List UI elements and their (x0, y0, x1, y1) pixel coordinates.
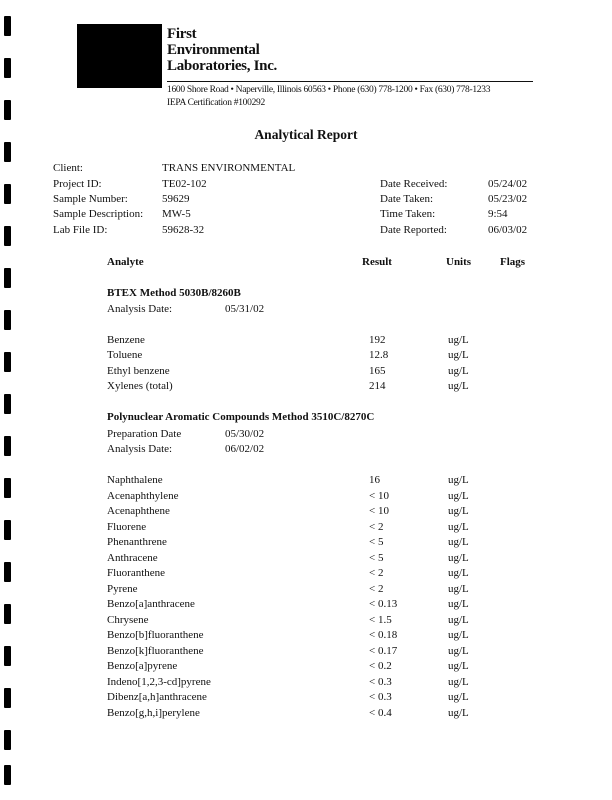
pah-section-title: Polynuclear Aromatic Compounds Method 3510C/8270C (107, 411, 375, 423)
analyte-cell: Benzo[a]anthracene (107, 598, 195, 610)
margin-mark (4, 478, 11, 498)
client-label: Client: (53, 162, 83, 174)
company-name-line: First (167, 26, 197, 42)
result-cell: < 0.3 (369, 675, 392, 688)
table-row (107, 380, 507, 395)
btex-section-title: BTEX Method 5030B/8260B (107, 287, 241, 299)
company-name (167, 26, 277, 74)
analyte-cell: Indeno[1,2,3-cd]pyrene (107, 675, 211, 688)
units-cell: ug/L (448, 629, 469, 641)
table-row (107, 536, 507, 551)
analyte-cell: Benzo[b]fluoranthene (107, 629, 204, 641)
margin-mark (4, 765, 11, 785)
table-row (107, 334, 507, 349)
units-cell: ug/L (448, 349, 469, 362)
result-cell: < 0.2 (369, 660, 392, 672)
margin-mark (4, 436, 11, 456)
result-cell: < 2 (369, 567, 384, 579)
col-header-units: Units (446, 256, 472, 268)
company-contact (167, 84, 490, 110)
margin-mark (4, 268, 11, 288)
analyte-cell: Anthracene (107, 551, 158, 564)
result-cell: 12.8 (369, 349, 389, 362)
margin-mark (4, 310, 11, 330)
pah-prep-label: Preparation Date (107, 428, 182, 440)
result-cell: < 0.3 (369, 691, 392, 703)
labfile-label: Lab File ID: (53, 224, 108, 236)
table-row (107, 349, 507, 364)
result-cell: < 5 (369, 551, 384, 564)
col-header-analyte: Analyte (107, 256, 144, 268)
result-cell: < 0.17 (369, 644, 398, 657)
margin-mark (4, 688, 11, 708)
analyte-cell: Toluene (107, 349, 143, 362)
table-row (107, 365, 507, 380)
margin-mark (4, 226, 11, 246)
col-header-result: Result (362, 256, 392, 268)
margin-marks (4, 0, 16, 800)
analyte-cell: Naphthalene (107, 474, 163, 486)
margin-mark (4, 58, 11, 78)
result-cell: 214 (369, 379, 386, 392)
margin-mark (4, 100, 11, 120)
units-cell: ug/L (448, 691, 469, 703)
margin-mark (4, 730, 11, 750)
analyte-cell: Xylenes (total) (107, 379, 173, 392)
margin-mark (4, 352, 11, 372)
margin-mark (4, 646, 11, 666)
table-row (107, 490, 507, 505)
table-row (107, 645, 507, 660)
margin-mark (4, 16, 11, 36)
time-value: 9:54 (488, 208, 508, 220)
units-cell: ug/L (448, 489, 469, 502)
description-value: MW-5 (162, 208, 191, 220)
result-cell: < 10 (369, 505, 389, 517)
table-row (107, 521, 507, 536)
pah-prep-date: 05/30/02 (225, 428, 265, 440)
margin-mark (4, 562, 11, 582)
units-cell: ug/L (448, 474, 469, 486)
units-cell: ug/L (448, 598, 469, 610)
units-cell: ug/L (448, 520, 469, 533)
analyte-cell: Acenaphthylene (107, 489, 179, 502)
received-label: Date Received: (380, 178, 448, 190)
units-cell: ug/L (448, 567, 469, 579)
result-cell: 16 (369, 474, 380, 486)
sample-label: Sample Number: (53, 193, 128, 205)
result-cell: 192 (369, 334, 386, 346)
units-cell: ug/L (448, 551, 469, 564)
units-cell: ug/L (448, 582, 469, 595)
margin-mark (4, 604, 11, 624)
units-cell: ug/L (448, 379, 469, 392)
pah-analysis-label: Analysis Date: (107, 443, 173, 455)
btex-analysis-date: 05/31/02 (225, 303, 265, 315)
header-rule (167, 81, 533, 82)
units-cell: ug/L (448, 364, 469, 377)
table-row (107, 552, 507, 567)
company-name-line: Laboratories, Inc. (167, 58, 278, 74)
table-row (107, 505, 507, 520)
description-label: Sample Description: (53, 208, 144, 220)
result-cell: < 0.4 (369, 706, 392, 719)
reported-label: Date Reported: (380, 224, 447, 236)
result-cell: 165 (369, 364, 386, 377)
report-title: Analytical Report (254, 127, 358, 142)
table-row (107, 474, 507, 489)
table-row (107, 614, 507, 629)
project-label: Project ID: (53, 178, 102, 190)
result-cell: < 2 (369, 582, 384, 595)
company-address: 1600 Shore Road • Naperville, Illinois 60563 • Phone (630) 778-1200 • Fax (630) 778-1233 (167, 85, 491, 95)
table-row (107, 691, 507, 706)
client-value: TRANS ENVIRONMENTAL (162, 162, 296, 174)
table-row (107, 567, 507, 582)
received-value: 05/24/02 (488, 178, 528, 190)
units-cell: ug/L (448, 675, 469, 688)
table-row (107, 629, 507, 644)
analyte-cell: Fluoranthene (107, 567, 166, 579)
table-row (107, 707, 507, 722)
result-cell: < 5 (369, 536, 384, 548)
taken-value: 05/23/02 (488, 193, 528, 205)
company-logo (77, 24, 162, 88)
units-cell: ug/L (448, 536, 469, 548)
certification: IEPA Certification #100292 (167, 98, 265, 108)
reported-value: 06/03/02 (488, 224, 528, 236)
margin-mark (4, 520, 11, 540)
analyte-cell: Benzo[k]fluoranthene (107, 644, 204, 657)
units-cell: ug/L (448, 644, 469, 657)
analyte-cell: Acenaphthene (107, 505, 170, 517)
btex-analysis-label: Analysis Date: (107, 303, 173, 315)
table-row (107, 598, 507, 613)
analyte-cell: Phenanthrene (107, 536, 167, 548)
analyte-cell: Fluorene (107, 520, 147, 533)
table-row (107, 660, 507, 675)
result-cell: < 0.18 (369, 629, 398, 641)
sample-value: 59629 (162, 193, 190, 205)
time-label: Time Taken: (380, 208, 436, 220)
result-cell: < 10 (369, 489, 389, 502)
table-row (107, 583, 507, 598)
units-cell: ug/L (448, 334, 469, 346)
analyte-cell: Benzo[a]pyrene (107, 660, 178, 672)
units-cell: ug/L (448, 706, 469, 719)
analyte-cell: Chrysene (107, 613, 149, 626)
analyte-cell: Ethyl benzene (107, 364, 170, 377)
taken-label: Date Taken: (380, 193, 434, 205)
units-cell: ug/L (448, 660, 469, 672)
margin-mark (4, 394, 11, 414)
result-cell: < 2 (369, 520, 384, 533)
col-header-flags: Flags (500, 256, 526, 268)
result-cell: < 1.5 (369, 613, 392, 626)
units-cell: ug/L (448, 613, 469, 626)
pah-analysis-date: 06/02/02 (225, 443, 265, 455)
company-name-line: Environmental (167, 42, 260, 58)
analyte-cell: Pyrene (107, 582, 138, 595)
project-value: TE02-102 (162, 178, 207, 190)
analyte-cell: Dibenz[a,h]anthracene (107, 691, 207, 703)
labfile-value: 59628-32 (162, 224, 205, 236)
margin-mark (4, 142, 11, 162)
analyte-cell: Benzene (107, 334, 145, 346)
result-cell: < 0.13 (369, 598, 398, 610)
analyte-cell: Benzo[g,h,i]perylene (107, 706, 200, 719)
margin-mark (4, 184, 11, 204)
units-cell: ug/L (448, 505, 469, 517)
table-row (107, 676, 507, 691)
